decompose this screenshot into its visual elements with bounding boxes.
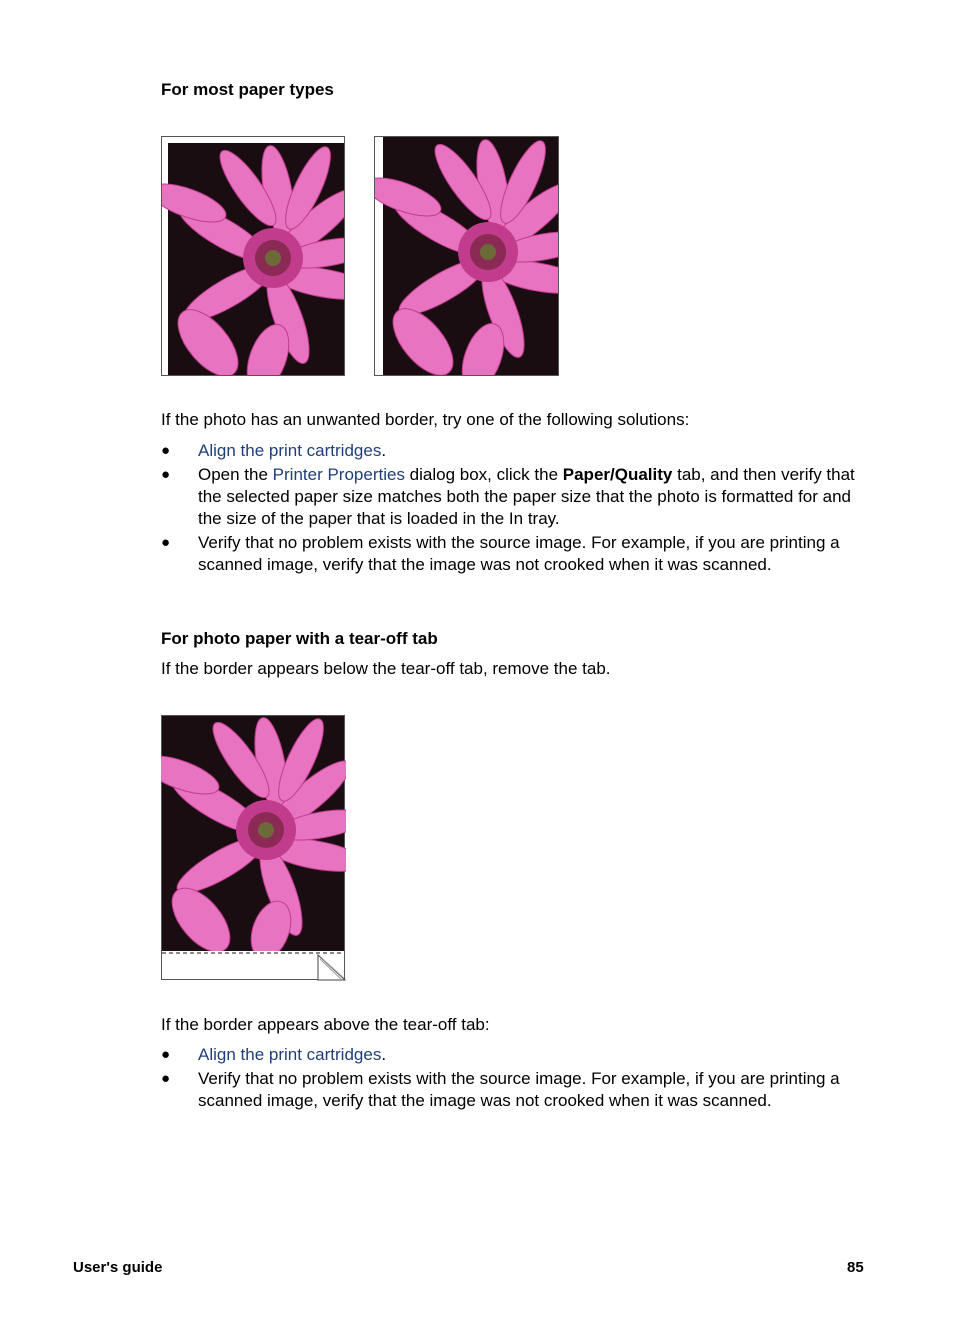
bullet-icon: ● <box>161 466 171 483</box>
align-cartridges-link[interactable]: Align the print cartridges <box>198 1045 382 1064</box>
flower-photo-illustration <box>375 137 558 375</box>
tear-off-above-text: If the border appears above the tear-off tab: <box>161 1015 490 1034</box>
bullet-icon: ● <box>161 1070 171 1087</box>
list-item-text: dialog box, click the <box>404 465 563 484</box>
tear-off-intro-text: If the border appears below the tear-off tab, remove the tab. <box>161 659 611 678</box>
flower-photo-illustration <box>162 137 344 375</box>
bullet-icon: ● <box>161 1046 171 1063</box>
list-item <box>161 1068 861 1112</box>
page-number: 85 <box>847 1259 864 1276</box>
list-item <box>161 1044 861 1066</box>
tear-off-solutions-list <box>161 1044 861 1114</box>
section-heading-most-paper: For most paper types <box>161 80 334 99</box>
photo-with-border-right <box>374 136 559 376</box>
flower-photo-illustration <box>161 715 346 981</box>
align-cartridges-link[interactable]: Align the print cartridges <box>198 441 382 460</box>
list-item-text: Open the <box>198 465 273 484</box>
list-item-text: . <box>381 441 387 460</box>
list-item <box>161 464 861 530</box>
photo-with-tear-off-tab <box>161 715 346 981</box>
photo-with-border-left <box>161 136 345 376</box>
section-heading-tear-off: For photo paper with a tear-off tab <box>161 629 438 648</box>
list-item-text: tab, and then verify that the selected paper size matches both the paper size that the photo is formatted for and the size of the paper that is loaded in the In tray. <box>198 465 855 528</box>
footer-guide-title: User's guide <box>73 1259 163 1276</box>
bullet-icon: ● <box>161 534 171 551</box>
list-item <box>161 440 861 462</box>
list-item-text: . <box>381 1045 387 1064</box>
list-item <box>161 532 861 576</box>
border-intro-text: If the photo has an unwanted border, try one of the following solutions: <box>161 410 690 429</box>
list-item-text: Verify that no problem exists with the source image. For example, if you are printing a scanned image, verify that the image was not crooked when it was scanned. <box>198 1069 840 1110</box>
bullet-icon: ● <box>161 442 171 459</box>
paper-quality-term: Paper/Quality <box>562 465 673 484</box>
list-item-text: Verify that no problem exists with the source image. For example, if you are printing a scanned image, verify that the image was not crooked when it was scanned. <box>198 533 840 574</box>
printer-properties-link[interactable]: Printer Properties <box>272 465 405 484</box>
border-solutions-list <box>161 440 861 578</box>
